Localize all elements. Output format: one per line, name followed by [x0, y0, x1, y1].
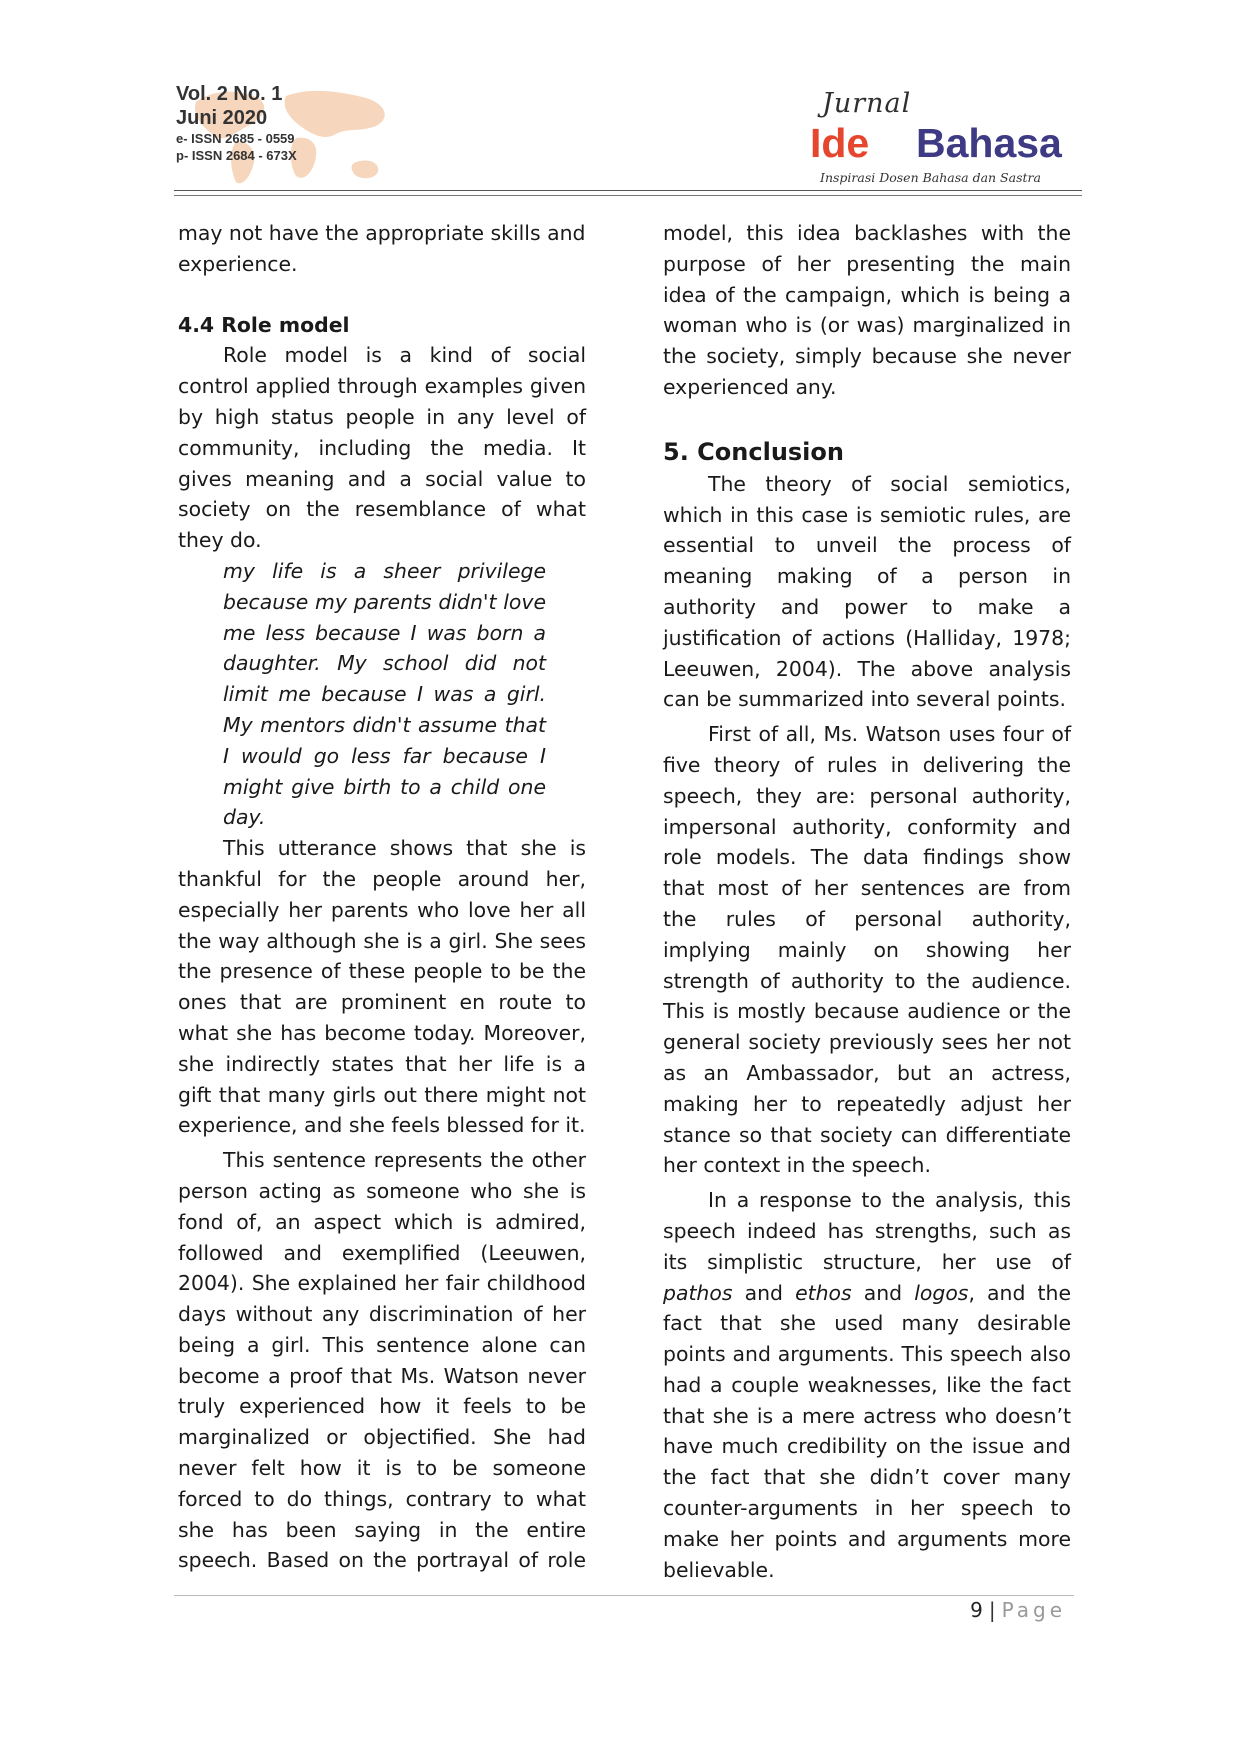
header-rule-top: [174, 190, 1082, 191]
paragraph: Role model is a kind of social control applied through examples given by high status people in any level of community, including the media. It gives meaning and a social value to society on the resemblance of what they do.: [178, 343, 586, 553]
block-quote: my life is a sheer privilege because my parents didn't love me less because I was born a daughter. My school did not limit me because I was a girl. My mentors didn't assume that I would go less far because I might give birth to a child one day.: [223, 558, 546, 830]
text-run: , and the fact that she used many desirable points and arguments. This speech also had a couple weaknesses, like the fact that she is a mere actress who doesn’t have much credibility on the issue and the fact that she didn’t cover many counter-arguments in her speech to make her points and arguments more believable.: [663, 1280, 1071, 1582]
footer-rule: [174, 1595, 1074, 1596]
text-run: and: [732, 1280, 796, 1305]
issue-date: Juni 2020: [176, 107, 268, 129]
logo-jurnal-text: Jurnal: [822, 88, 912, 119]
journal-logo: [790, 88, 1080, 188]
e-issn: e- ISSN 2685 - 0559: [176, 131, 295, 146]
paragraph: may not have the appropriate skills and experience.: [178, 221, 586, 276]
header-rule-bottom: [174, 195, 1082, 196]
section-heading-conclusion: 5. Conclusion: [663, 437, 844, 466]
text-run: and: [851, 1280, 915, 1305]
journal-issue-info: [176, 82, 406, 194]
page-number-value: 9: [970, 1598, 983, 1622]
italic-term: pathos: [663, 1280, 733, 1305]
logo-ide-text: Ide: [810, 120, 870, 166]
italic-term: ethos: [795, 1280, 852, 1305]
paragraph: First of all, Ms. Watson uses four of five theory of rules in delivering the speech, they are: personal authority, impersonal authority, conformity and role models. The data findings show that most of her sentences are from the rules of personal authority, implying mainly on showing her strength of authority to the audience. This is mostly because audience or the general society previously sees her not as an Ambassador, but an actress, making her to repeatedly adjust her stance so that society can differentiate her context in the speech.: [663, 722, 1071, 1178]
section-heading-role-model: 4.4 Role model: [178, 312, 350, 337]
volume-label: Vol. 2 No. 1: [176, 83, 283, 105]
page-label: Page: [1001, 1598, 1066, 1622]
logo-bahasa-text: Bahasa: [916, 120, 1062, 166]
left-column: [178, 218, 586, 1576]
paragraph: This sentence represents the other person acting as someone who she is fond of, an aspect which is admired, followed and exemplified (Leeuwen, 2004). She explained her fair childhood days without any discrimination of her being a girl. This sentence alone can become a proof that Ms. Watson never truly experienced how it feels to be marginalized or objectified. She had never felt how it is to be someone forced to do things, contrary to what she has been saying in the entire speech. Based on the portrayal of role: [178, 1148, 586, 1573]
paragraph: [663, 1185, 1071, 1585]
right-column: [663, 218, 1071, 1585]
page-separator: |: [988, 1598, 996, 1622]
logo-tagline: Inspirasi Dosen Bahasa dan Sastra: [820, 170, 1041, 185]
text-run: In a response to the analysis, this speech indeed has strengths, such as its simplistic structure, her use of: [663, 1188, 1071, 1274]
page-number: [970, 1598, 1066, 1622]
p-issn: p- ISSN 2684 - 673X: [176, 148, 297, 163]
italic-term: logos: [914, 1280, 969, 1305]
paragraph: The theory of social semiotics, which in this case is semiotic rules, are essential to unveil the process of meaning making of a person in authority and power to make a justification of actions (Halliday, 1978; Leeuwen, 2004). The above analysis can be summarized into several points.: [663, 471, 1071, 712]
paragraph: model, this idea backlashes with the purpose of her presenting the main idea of the campaign, which is being a woman who is (or was) marginalized in the society, simply because she never experienced any.: [663, 221, 1071, 399]
paragraph: This utterance shows that she is thankful for the people around her, especially her parents who love her all the way although she is a girl. She sees the presence of these people to be the ones that are prominent en route to what she has become today. Moreover, she indirectly states that her life is a gift that many girls out there might not experience, and she feels blessed for it.: [178, 836, 586, 1138]
